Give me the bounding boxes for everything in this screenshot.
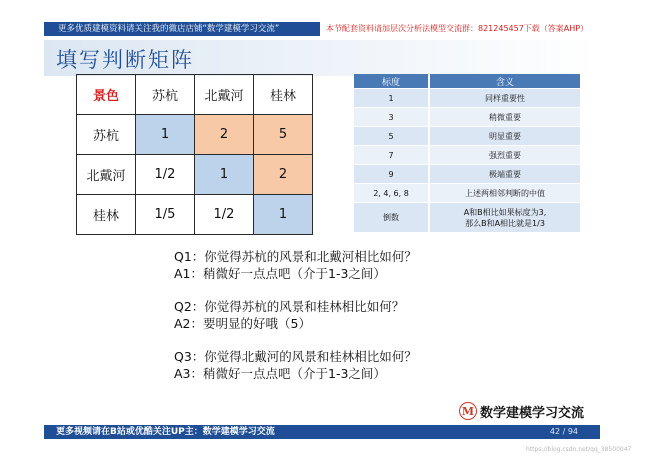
scale-value: 1	[354, 89, 429, 108]
scale-value: 3	[354, 108, 429, 127]
top-right-notice: 本节配套资料请加层次分析法模型交流群：821245457下载（答案AHP）	[326, 24, 589, 33]
bottom-banner-text: 更多视频请在B站或优酷关注UP主：数学建模学习交流	[56, 427, 275, 437]
matrix-row-label: 桂林	[77, 195, 136, 235]
matrix-col-header: 北戴河	[195, 75, 254, 115]
scale-meaning-line: A和B相比如果标度为3,	[463, 207, 547, 217]
brand-logo-icon: M	[459, 402, 477, 420]
scale-table	[354, 74, 582, 233]
matrix-corner: 景色	[77, 75, 136, 115]
question: Q2：你觉得苏杭的风景和桂林相比如何？	[174, 299, 405, 314]
brand-text: 数学建模学习交流	[480, 405, 585, 421]
scale-value: 5	[354, 127, 429, 146]
matrix-col-header: 苏杭	[136, 75, 195, 115]
scale-meaning: 上述两相邻判断的中值	[429, 184, 581, 203]
scale-row	[354, 203, 581, 233]
scale-header-row	[354, 74, 581, 89]
scale-meaning: 明显重要	[429, 127, 581, 146]
matrix-cell: 2	[254, 155, 313, 195]
matrix-cell: 1/2	[136, 155, 195, 195]
scale-row	[354, 146, 581, 165]
bottom-banner	[44, 425, 600, 439]
top-left-banner: 更多优质建模资料请关注我的微店店铺“数学建模学习交流”	[44, 22, 320, 36]
matrix-row-label: 北戴河	[77, 155, 136, 195]
matrix-row	[77, 115, 313, 155]
page-number: 42 / 94	[549, 427, 578, 436]
brand	[459, 401, 584, 421]
matrix-row-label: 苏杭	[77, 115, 136, 155]
matrix-cell: 1/2	[195, 195, 254, 235]
answer: A1：稍微好一点点吧（介于1-3之间）	[174, 265, 386, 281]
judgment-matrix	[76, 74, 313, 235]
scale-row	[354, 127, 581, 146]
matrix-cell: 1	[254, 195, 313, 235]
top-banner	[0, 0, 650, 34]
matrix-col-header: 桂林	[254, 75, 313, 115]
qa-block	[174, 249, 417, 382]
answer: A3：稍微好一点点吧（介于1-3之间）	[174, 365, 386, 381]
scale-header: 含义	[429, 74, 581, 89]
watermark: https://blog.csdn.net/qq_38500047	[526, 446, 632, 453]
scale-meaning: 极端重要	[429, 165, 581, 184]
matrix-cell: 1	[136, 115, 195, 155]
matrix-cell: 1/5	[136, 195, 195, 235]
scale-row	[354, 165, 581, 184]
scale-meaning: 稍微重要	[429, 108, 581, 127]
scale-value: 7	[354, 146, 429, 165]
question: Q1：你觉得苏杭的风景和北戴河相比如何？	[174, 249, 417, 264]
matrix-cell: 5	[254, 115, 313, 155]
matrix-row	[77, 195, 313, 235]
matrix-header-row	[77, 75, 313, 115]
scale-meaning: 强烈重要	[429, 146, 581, 165]
matrix-cell: 2	[195, 115, 254, 155]
scale-meaning	[429, 203, 581, 233]
scale-row	[354, 89, 581, 108]
scale-meaning: 同样重要性	[429, 89, 581, 108]
matrix-cell: 1	[195, 155, 254, 195]
scale-meaning-line: 那么B和A相比就是1/3	[465, 218, 545, 228]
scale-value: 倒数	[354, 203, 429, 233]
scale-row	[354, 108, 581, 127]
answer: A2：要明显的好哦（5）	[174, 315, 311, 331]
scale-value: 2, 4, 6, 8	[354, 184, 429, 203]
title-bar	[44, 40, 600, 76]
question: Q3：你觉得北戴河的风景和桂林相比如何？	[174, 349, 417, 364]
scale-header: 标度	[354, 74, 429, 89]
scale-row	[354, 184, 581, 203]
slide-title: 填写判断矩阵	[56, 48, 194, 72]
scale-value: 9	[354, 165, 429, 184]
matrix-row	[77, 155, 313, 195]
